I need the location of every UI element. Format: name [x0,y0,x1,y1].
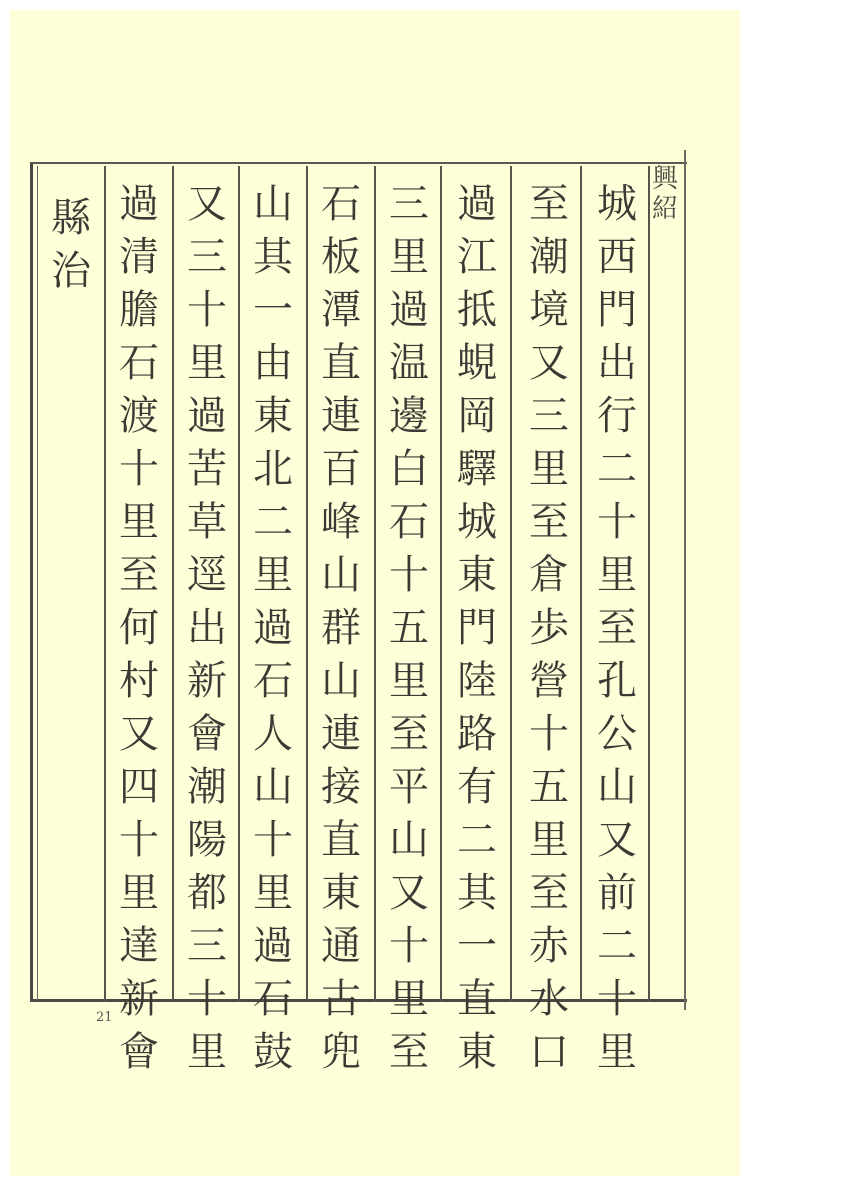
column-character: 公 [597,711,637,757]
margin-title: 興 紹 [651,164,678,224]
column-character: 里 [529,446,569,492]
column-character: 至 [529,499,569,545]
column-character: 三 [187,234,227,280]
column-rule [238,166,240,1002]
column-character: 三 [187,923,227,969]
column-character: 石 [253,976,293,1022]
column-rule [172,166,174,1002]
column-character: 草 [187,499,227,545]
column-character: 又 [187,181,227,227]
column-character: 里 [389,976,429,1022]
column-character: 温 [389,340,429,386]
column-rule [648,166,650,1002]
text-column-9 [40,192,102,298]
column-character: 有 [457,764,497,810]
column-rule [104,166,106,1002]
column-character: 新 [187,658,227,704]
column-character: 直 [457,976,497,1022]
column-character: 過 [253,923,293,969]
column-character: 又 [119,711,159,757]
column-character: 至 [529,870,569,916]
column-character: 連 [321,393,361,439]
column-character: 二 [457,817,497,863]
column-character: 又 [597,817,637,863]
column-character: 直 [321,340,361,386]
column-character: 里 [187,340,227,386]
column-character: 石 [119,340,159,386]
column-character: 潮 [529,234,569,280]
column-character: 百 [321,446,361,492]
column-character: 又 [389,870,429,916]
column-character: 東 [321,870,361,916]
column-character: 東 [457,1029,497,1075]
column-character: 境 [529,287,569,333]
column-character: 里 [187,1029,227,1075]
column-character: 山 [321,552,361,598]
column-character: 其 [253,234,293,280]
column-character: 蜆 [457,340,497,386]
column-character: 新 [119,976,159,1022]
page-number: 21 [96,1010,113,1025]
column-character: 三 [389,181,429,227]
column-character: 接 [321,764,361,810]
column-character: 鼓 [253,1029,293,1075]
column-character: 治 [51,248,91,294]
column-character: 東 [253,393,293,439]
page-edge-line [684,150,686,1010]
column-character: 十 [389,923,429,969]
column-character: 白 [389,446,429,492]
column-character: 直 [321,817,361,863]
column-character: 倉 [529,552,569,598]
column-character: 平 [389,764,429,810]
column-character: 里 [119,870,159,916]
column-character: 路 [457,711,497,757]
column-character: 會 [187,711,227,757]
column-character: 城 [457,499,497,545]
column-character: 五 [389,605,429,651]
column-character: 十 [389,552,429,598]
column-character: 過 [187,393,227,439]
column-character: 十 [597,499,637,545]
column-character: 山 [389,817,429,863]
column-character: 十 [187,976,227,1022]
column-character: 東 [457,552,497,598]
column-rule [580,166,582,1002]
column-character: 前 [597,870,637,916]
column-character: 邊 [389,393,429,439]
column-character: 十 [187,287,227,333]
column-character: 里 [389,234,429,280]
column-rule [374,166,376,1002]
column-character: 潭 [321,287,361,333]
column-character: 苦 [187,446,227,492]
column-character: 會 [119,1029,159,1075]
column-character: 里 [253,552,293,598]
column-rule [306,166,308,1002]
column-character: 石 [321,181,361,227]
column-character: 營 [529,658,569,704]
column-character: 過 [119,181,159,227]
column-character: 古 [321,976,361,1022]
column-character: 兜 [321,1029,361,1075]
column-character: 二 [597,446,637,492]
column-character: 過 [389,287,429,333]
column-character: 岡 [457,393,497,439]
column-character: 山 [597,764,637,810]
text-column-3 [446,178,508,1079]
text-column-7 [176,178,238,1079]
column-character: 里 [389,658,429,704]
text-column-5 [310,178,372,1079]
column-character: 四 [119,764,159,810]
column-character: 十 [597,976,637,1022]
column-character: 潮 [187,764,227,810]
column-character: 抵 [457,287,497,333]
column-character: 城 [597,181,637,227]
column-character: 三 [529,393,569,439]
column-character: 西 [597,234,637,280]
column-character: 二 [253,499,293,545]
column-character: 行 [597,393,637,439]
column-character: 山 [253,764,293,810]
column-character: 二 [597,923,637,969]
column-character: 山 [253,181,293,227]
column-character: 十 [119,817,159,863]
column-character: 山 [321,658,361,704]
column-character: 門 [597,287,637,333]
column-character: 里 [597,1029,637,1075]
column-character: 陽 [187,817,227,863]
column-character: 何 [119,605,159,651]
column-character: 里 [597,552,637,598]
column-character: 過 [253,605,293,651]
column-character: 出 [187,605,227,651]
column-character: 陸 [457,658,497,704]
column-character: 連 [321,711,361,757]
column-character: 達 [119,923,159,969]
column-character: 至 [597,605,637,651]
column-character: 由 [253,340,293,386]
column-character: 口 [529,1029,569,1075]
text-column-6 [242,178,304,1079]
text-column-2 [518,178,580,1079]
column-character: 十 [119,446,159,492]
column-character: 至 [529,181,569,227]
column-rule [440,166,442,1002]
column-character: 村 [119,658,159,704]
column-character: 石 [389,499,429,545]
text-column-4 [378,178,440,1079]
column-character: 都 [187,870,227,916]
column-character: 江 [457,234,497,280]
column-character: 赤 [529,923,569,969]
column-rule [510,166,512,1002]
column-character: 驛 [457,446,497,492]
column-character: 出 [597,340,637,386]
column-character: 十 [253,817,293,863]
column-character: 逕 [187,552,227,598]
column-character: 歩 [529,605,569,651]
column-character: 板 [321,234,361,280]
column-character: 一 [457,923,497,969]
column-character: 其 [457,870,497,916]
column-character: 北 [253,446,293,492]
column-character: 門 [457,605,497,651]
column-character: 縣 [51,195,91,241]
column-character: 里 [253,870,293,916]
text-column-8 [108,178,170,1079]
column-character: 膽 [119,287,159,333]
column-character: 里 [119,499,159,545]
column-character: 一 [253,287,293,333]
column-character: 石 [253,658,293,704]
column-character: 峰 [321,499,361,545]
column-character: 水 [529,976,569,1022]
column-character: 人 [253,711,293,757]
column-character: 過 [457,181,497,227]
column-character: 十 [529,711,569,757]
column-character: 至 [389,711,429,757]
column-character: 又 [529,340,569,386]
column-character: 渡 [119,393,159,439]
column-character: 至 [389,1029,429,1075]
text-column-1 [586,178,648,1079]
column-character: 五 [529,764,569,810]
column-character: 群 [321,605,361,651]
column-character: 清 [119,234,159,280]
column-character: 至 [119,552,159,598]
column-character: 孔 [597,658,637,704]
column-character: 通 [321,923,361,969]
column-character: 里 [529,817,569,863]
